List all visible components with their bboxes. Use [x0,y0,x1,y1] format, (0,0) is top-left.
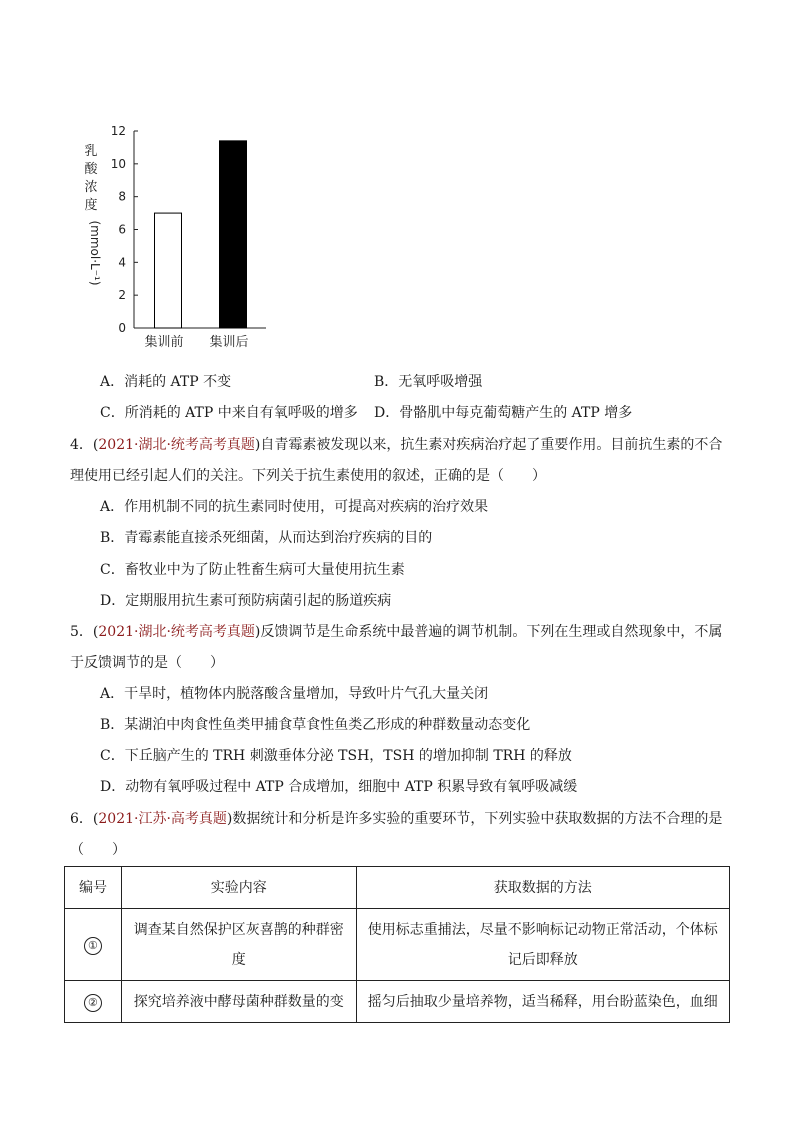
y-tick-label: 0 [118,321,126,335]
q4-number: 4．( [70,437,99,453]
y-tick-label: 8 [118,189,126,204]
y-tick-label: 2 [118,288,126,303]
header-method: 获取数据的方法 [356,867,729,909]
y-tick-label: 10 [110,156,126,171]
q6-source: 2021·江苏·高考真题 [98,811,227,827]
y-tick-label: 12 [110,124,126,138]
q4-stem-text: )自青霉素被发现以来，抗生素对疾病治疗起了重要作用。目前抗生素的不合 [254,437,723,453]
q5-stem-text: )反馈调节是生命系统中最普遍的调节机制。下列在生理或自然现象中，不属 [254,624,723,640]
row-content-line: 调查某自然保护区灰喜鹊的种群密 [133,921,344,938]
q6-stem-text: )数据统计和分析是许多实验的重要环节，下列实验中获取数据的方法不合理的是 [226,811,723,827]
q6-number: 6．( [70,811,99,827]
q5-stem-line2: 于反馈调节的是（ ） [70,655,224,671]
q5-option-d: D．动物有氧呼吸过程中 ATP 合成增加，细胞中 ATP 积累导致有氧呼吸减缓 [100,779,578,795]
chart-svg [0,0,794,360]
q6-data-table [64,866,730,1023]
y-tick-label: 4 [118,255,126,270]
table-header-row [65,867,730,909]
y-axis-label-char: 度 [84,198,98,213]
q5-option-b: B．某湖泊中肉食性鱼类甲捕食草食性鱼类乙形成的种群数量动态变化 [100,717,531,733]
q5-stem-line1 [70,622,722,642]
y-axis-label-char: 浓 [84,180,98,195]
q6-stem-line2: （ ） [70,842,126,858]
q5-number: 5．( [70,624,99,640]
table-row [65,909,730,981]
q3-option-c: C．所消耗的 ATP 中来自有氧呼吸的增多 [100,405,358,421]
row-content [121,981,356,1023]
bar [155,213,182,328]
q5-source: 2021·湖北·统考高考真题 [98,624,255,640]
row-content-line: 探究培养液中酵母菌种群数量的变 [133,993,344,1010]
q5-option-c: C．下丘脑产生的 TRH 刺激垂体分泌 TSH，TSH 的增加抑制 TRH 的释放 [100,748,572,764]
y-axis-label-char: 酸 [84,162,98,177]
x-category-label: 集训前 [144,335,184,350]
row-id [65,981,122,1023]
header-content: 实验内容 [121,867,356,909]
q4-stem-line1 [70,435,722,455]
y-axis-unit: (mmol·L⁻¹) [88,220,102,286]
y-axis-label-char: 乳 [84,144,98,159]
q3-option-d: D．骨骼肌中每克葡萄糖产生的 ATP 增多 [374,405,633,421]
row-method [356,909,729,981]
bar [220,141,247,328]
q4-source: 2021·湖北·统考高考真题 [98,437,255,453]
row-method-line: 摇匀后抽取少量培养物，适当稀释，用台盼蓝染色，血细 [367,993,718,1010]
row-id-badge: ① [84,937,102,955]
row-content [121,909,356,981]
q3-option-a: A．消耗的 ATP 不变 [100,374,232,390]
q3-option-b: B．无氧呼吸增强 [374,374,483,390]
row-id-badge: ② [84,994,102,1012]
x-category-label: 集训后 [209,335,249,350]
row-method-line: 记后即释放 [507,951,578,968]
q5-option-a: A．干旱时，植物体内脱落酸含量增加，导致叶片气孔大量关闭 [100,686,489,702]
q4-option-d: D．定期服用抗生素可预防病菌引起的肠道疾病 [100,593,392,609]
row-method-line: 使用标志重捕法，尽量不影响标记动物正常活动，个体标 [367,921,718,938]
row-id [65,909,122,981]
q4-stem-line2: 理使用已经引起人们的关注。下列关于抗生素使用的叙述，正确的是（ ） [70,468,546,484]
q4-option-a: A．作用机制不同的抗生素同时使用，可提高对疾病的治疗效果 [100,499,489,515]
q4-option-b: B．青霉素能直接杀死细菌，从而达到治疗疾病的目的 [100,530,433,546]
lactic-acid-chart [0,0,794,360]
q4-option-c: C．畜牧业中为了防止牲畜生病可大量使用抗生素 [100,562,405,578]
row-content-line: 度 [231,951,246,968]
header-id: 编号 [65,867,122,909]
y-tick-label: 6 [118,222,126,237]
table-row [65,981,730,1023]
q6-stem-line1 [70,809,722,829]
row-method [356,981,729,1023]
